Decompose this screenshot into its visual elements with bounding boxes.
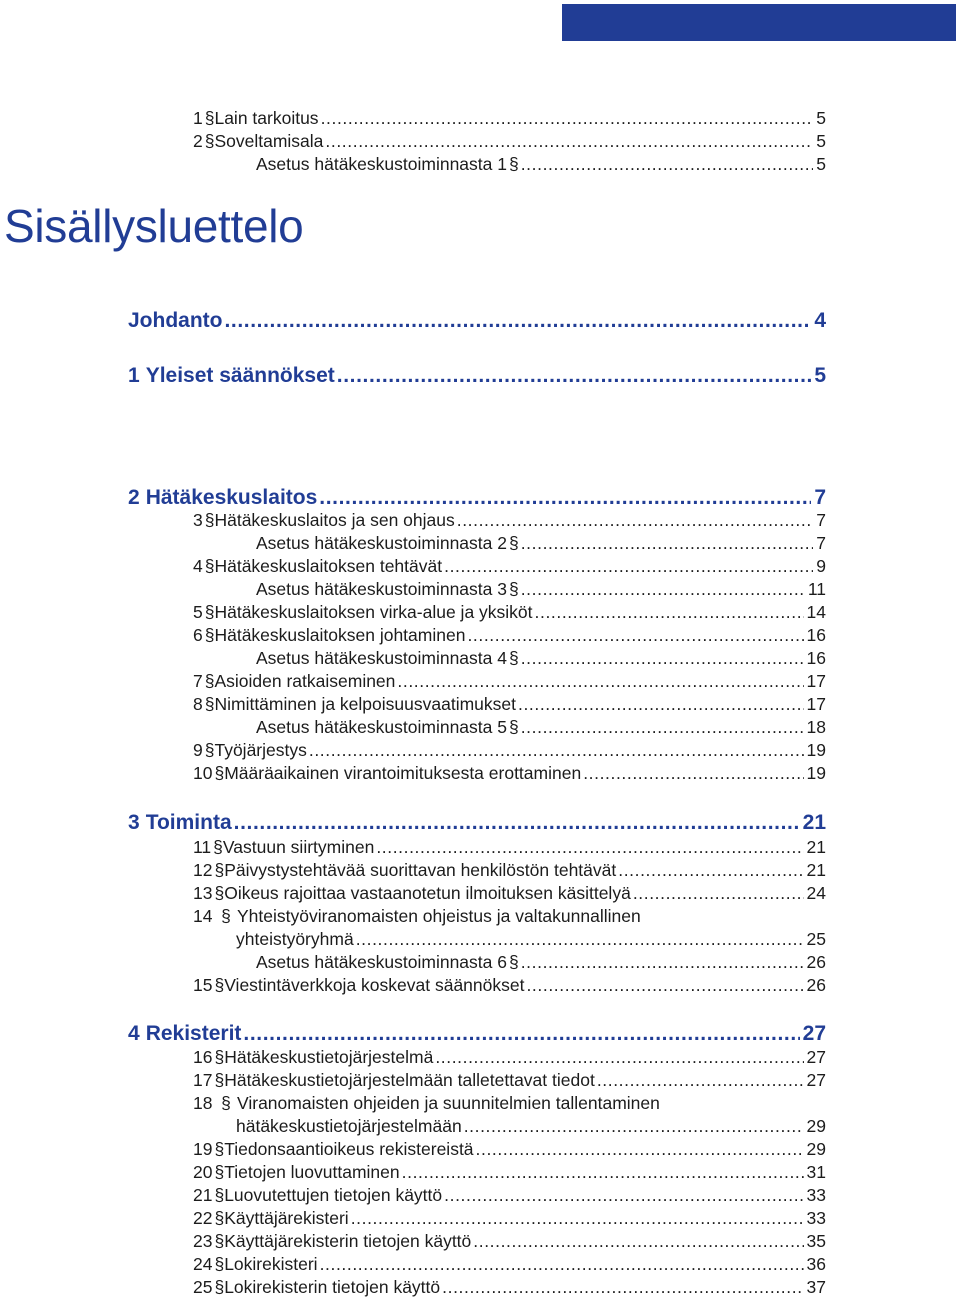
page-number: 31 xyxy=(806,1162,826,1182)
section-sign-icon: § xyxy=(508,952,519,972)
toc-section[interactable] xyxy=(128,809,826,837)
toc-entry[interactable] xyxy=(193,1253,826,1275)
section-number: 16 xyxy=(193,1047,213,1067)
toc-entry[interactable] xyxy=(236,1115,826,1137)
page-number: 33 xyxy=(806,1185,826,1205)
entry-title: Asetus hätäkeskustoiminnasta 3 xyxy=(256,579,507,599)
toc-entry[interactable] xyxy=(193,836,826,858)
entry-title: Asioiden ratkaiseminen xyxy=(214,671,396,691)
dot-leader xyxy=(225,307,812,335)
dot-leader xyxy=(521,716,804,738)
toc-entry[interactable] xyxy=(256,716,826,738)
entry-title: Hätäkeskuslaitoksen virka-alue ja yksiköt xyxy=(214,602,533,622)
section-sign-icon: § xyxy=(508,154,519,174)
page-number: 19 xyxy=(806,763,826,783)
dot-leader xyxy=(526,974,803,996)
page-number: 29 xyxy=(806,1116,826,1136)
dot-leader xyxy=(535,601,804,623)
toc-entry[interactable] xyxy=(256,532,826,554)
page-number: 17 xyxy=(806,671,826,691)
toc-entry[interactable] xyxy=(193,739,826,761)
section-number: 22 xyxy=(193,1208,213,1228)
dot-leader xyxy=(356,928,804,950)
dot-leader xyxy=(402,1161,804,1183)
toc-entry[interactable] xyxy=(193,882,826,904)
section-sign-icon: § xyxy=(214,763,225,783)
section-number: 23 xyxy=(193,1231,213,1251)
toc-entry[interactable] xyxy=(256,578,826,600)
entry-title: Käyttäjärekisterin tietojen käyttö xyxy=(224,1231,472,1251)
section-number: 15 xyxy=(193,975,213,995)
section-sign-icon: § xyxy=(204,625,215,645)
section-sign-icon: § xyxy=(221,1093,231,1113)
section-title: Hätäkeskuslaitos xyxy=(145,486,318,509)
toc-entry[interactable] xyxy=(193,859,826,881)
page-number: 21 xyxy=(806,837,826,857)
entry-title: hätäkeskustietojärjestelmään xyxy=(236,1116,462,1136)
page-number: 21 xyxy=(802,811,826,834)
entry-title: Vastuun siirtyminen xyxy=(222,837,375,857)
entry-title: Oikeus rajoittaa vastaanotetun ilmoituksen käsittelyä xyxy=(224,883,631,903)
section-sign-icon: § xyxy=(213,837,223,857)
entry-title: Lain tarkoitus xyxy=(214,108,319,128)
section-number: 3 xyxy=(193,510,203,530)
page-number: 26 xyxy=(806,975,826,995)
dot-leader xyxy=(521,532,814,554)
toc-entry[interactable] xyxy=(193,1184,826,1206)
page-number: 17 xyxy=(806,694,826,714)
section-number: 5 xyxy=(193,602,203,622)
entry-title: Asetus hätäkeskustoiminnasta 5 xyxy=(256,717,507,737)
dot-leader xyxy=(521,951,804,973)
section-number: 4 xyxy=(193,556,203,576)
section-number: 21 xyxy=(193,1185,213,1205)
page-number: 4 xyxy=(814,309,826,332)
section-sign-icon: § xyxy=(214,1047,225,1067)
page-number: 26 xyxy=(806,952,826,972)
dot-leader xyxy=(309,739,804,761)
dot-leader xyxy=(521,647,804,669)
section-sign-icon: § xyxy=(214,1139,225,1159)
dot-leader xyxy=(442,1276,803,1298)
section-title: Yleiset säännökset xyxy=(145,364,335,387)
section-number: 11 xyxy=(193,837,212,857)
toc-entry[interactable] xyxy=(193,1161,826,1183)
page-number: 35 xyxy=(806,1231,826,1251)
toc-entry[interactable] xyxy=(193,670,826,692)
entry-title: Tiedonsaantioikeus rekistereistä xyxy=(224,1139,474,1159)
toc-entry[interactable] xyxy=(193,555,826,577)
dot-leader xyxy=(473,1230,803,1252)
section-sign-icon: § xyxy=(214,975,225,995)
section-number: 6 xyxy=(193,625,203,645)
toc-entry[interactable] xyxy=(193,974,826,996)
page-number: 16 xyxy=(806,625,826,645)
chapter-number: 3 xyxy=(128,811,140,834)
dot-leader xyxy=(444,1184,803,1206)
section-number: 17 xyxy=(193,1070,213,1090)
entry-title: Asetus hätäkeskustoiminnasta 6 xyxy=(256,952,507,972)
section-number: 25 xyxy=(193,1277,213,1297)
section-sign-icon: § xyxy=(214,1070,225,1090)
toc-entry[interactable] xyxy=(193,509,826,531)
section-sign-icon: § xyxy=(204,510,215,530)
dot-leader xyxy=(243,1020,799,1048)
dot-leader xyxy=(435,1046,803,1068)
toc-entry[interactable] xyxy=(193,1276,826,1298)
entry-title: Asetus hätäkeskustoiminnasta 2 xyxy=(256,533,507,553)
section-sign-icon: § xyxy=(204,671,215,691)
entry-title: Luovutettujen tietojen käyttö xyxy=(224,1185,443,1205)
section-sign-icon: § xyxy=(508,579,519,599)
section-number: 20 xyxy=(193,1162,213,1182)
entry-title: Hätäkeskustietojärjestelmään talletettavat tiedot xyxy=(224,1070,595,1090)
toc-entry[interactable] xyxy=(193,905,826,927)
section-sign-icon: § xyxy=(214,1162,225,1182)
page-number: 7 xyxy=(816,510,826,530)
page-number: 7 xyxy=(816,533,826,553)
section-sign-icon: § xyxy=(508,533,519,553)
entry-title: Lokirekisteri xyxy=(224,1254,318,1274)
section-sign-icon: § xyxy=(214,883,225,903)
section-sign-icon: § xyxy=(508,717,519,737)
section-sign-icon: § xyxy=(221,906,231,926)
toc-entry[interactable] xyxy=(193,1092,826,1114)
toc-entry[interactable] xyxy=(193,130,826,152)
dot-leader xyxy=(476,1138,804,1160)
section-sign-icon: § xyxy=(204,602,215,622)
section-number: 12 xyxy=(193,860,213,880)
toc-section[interactable] xyxy=(128,307,826,335)
section-number: 7 xyxy=(193,671,203,691)
page-number: 5 xyxy=(814,364,826,387)
section-number: 2 xyxy=(193,131,203,151)
section-number: 10 xyxy=(193,763,213,783)
toc-entry[interactable] xyxy=(193,1069,826,1091)
dot-leader xyxy=(376,836,803,858)
toc-entry[interactable] xyxy=(256,951,826,973)
dot-leader xyxy=(457,509,814,531)
page-number: 19 xyxy=(806,740,826,760)
toc-section[interactable] xyxy=(128,1020,826,1048)
page-number: 24 xyxy=(806,883,826,903)
section-number: 14 xyxy=(193,906,213,926)
entry-title: Viestintäverkkoja koskevat säännökset xyxy=(224,975,525,995)
page-number: 29 xyxy=(806,1139,826,1159)
entry-title: Päivystystehtävää suorittavan henkilöstön tehtävät xyxy=(224,860,617,880)
section-number: 1 xyxy=(193,108,203,128)
entry-title: Määräaikainen virantoimituksesta erottaminen xyxy=(224,763,582,783)
toc-entry[interactable] xyxy=(236,928,826,950)
dot-leader xyxy=(444,555,813,577)
section-sign-icon: § xyxy=(214,1277,225,1297)
entry-title: Soveltamisala xyxy=(214,131,324,151)
dot-leader xyxy=(583,762,803,784)
toc-entry[interactable] xyxy=(193,693,826,715)
toc-entry[interactable] xyxy=(193,624,826,646)
section-number: 24 xyxy=(193,1254,213,1274)
page-number: 9 xyxy=(816,556,826,576)
dot-leader xyxy=(319,484,811,512)
toc-entry[interactable] xyxy=(193,107,826,129)
toc-entry[interactable] xyxy=(193,1207,826,1229)
toc-entry[interactable] xyxy=(193,1046,826,1068)
page-number: 25 xyxy=(806,929,826,949)
dot-leader xyxy=(467,624,803,646)
page-number: 14 xyxy=(806,602,826,622)
entry-title: Hätäkeskuslaitoksen johtaminen xyxy=(214,625,466,645)
entry-title: yhteistyöryhmä xyxy=(236,929,354,949)
page-number: 5 xyxy=(816,108,826,128)
toc-entry[interactable] xyxy=(193,762,826,784)
page-number: 27 xyxy=(806,1070,826,1090)
section-number: 19 xyxy=(193,1139,213,1159)
page-number: 18 xyxy=(806,717,826,737)
entry-title: Viranomaisten ohjeiden ja suunnitelmien tallentaminen xyxy=(237,1093,660,1113)
section-sign-icon: § xyxy=(204,694,215,714)
section-sign-icon: § xyxy=(214,860,225,880)
entry-title: Lokirekisterin tietojen käyttö xyxy=(224,1277,441,1297)
entry-title: Käyttäjärekisteri xyxy=(224,1208,349,1228)
page-title: Sisällysluettelo xyxy=(4,200,304,252)
page-number: 7 xyxy=(814,486,826,509)
entry-title: Nimittäminen ja kelpoisuusvaatimukset xyxy=(214,694,516,714)
dot-leader xyxy=(321,107,814,129)
dot-leader xyxy=(397,670,803,692)
entry-title: Työjärjestys xyxy=(214,740,307,760)
page-number: 5 xyxy=(816,154,826,174)
section-sign-icon: § xyxy=(508,648,519,668)
section-number: 9 xyxy=(193,740,203,760)
dot-leader xyxy=(464,1115,804,1137)
entry-title: Asetus hätäkeskustoiminnasta 4 xyxy=(256,648,507,668)
dot-leader xyxy=(351,1207,804,1229)
entry-title: Hätäkeskuslaitoksen tehtävät xyxy=(214,556,443,576)
entry-title: Yhteistyöviranomaisten ohjeistus ja valtakunnallinen xyxy=(237,906,641,926)
section-sign-icon: § xyxy=(204,131,215,151)
dot-leader xyxy=(337,362,812,390)
dot-leader xyxy=(633,882,804,904)
dot-leader xyxy=(234,809,800,837)
section-number: 8 xyxy=(193,694,203,714)
dot-leader xyxy=(521,578,805,600)
toc-entry[interactable] xyxy=(256,647,826,669)
toc-entry[interactable] xyxy=(256,153,826,175)
section-title: Johdanto xyxy=(128,309,223,332)
chapter-number: 2 xyxy=(128,486,140,509)
toc-section[interactable] xyxy=(128,362,826,390)
section-title: Rekisterit xyxy=(145,1022,242,1045)
dot-leader xyxy=(320,1253,804,1275)
page-number: 33 xyxy=(806,1208,826,1228)
toc-entry[interactable] xyxy=(193,601,826,623)
page-number: 21 xyxy=(806,860,826,880)
dot-leader xyxy=(618,859,803,881)
toc-section[interactable] xyxy=(128,484,826,512)
page-number: 27 xyxy=(806,1047,826,1067)
page-number: 27 xyxy=(802,1022,826,1045)
section-sign-icon: § xyxy=(214,1208,225,1228)
dot-leader xyxy=(521,153,814,175)
section-sign-icon: § xyxy=(214,1254,225,1274)
section-sign-icon: § xyxy=(214,1231,225,1251)
entry-title: Hätäkeskustietojärjestelmä xyxy=(224,1047,434,1067)
section-number: 13 xyxy=(193,883,213,903)
chapter-number: 4 xyxy=(128,1022,140,1045)
entry-title: Hätäkeskuslaitos ja sen ohjaus xyxy=(214,510,455,530)
page-number: 37 xyxy=(806,1277,826,1297)
entry-title: Tietojen luovuttaminen xyxy=(224,1162,400,1182)
page-number: 36 xyxy=(806,1254,826,1274)
section-title: Toiminta xyxy=(145,811,232,834)
section-sign-icon: § xyxy=(204,740,215,760)
dot-leader xyxy=(325,130,813,152)
section-sign-icon: § xyxy=(204,556,215,576)
page-number: 16 xyxy=(806,648,826,668)
page-number: 11 xyxy=(807,579,826,599)
entry-title: Asetus hätäkeskustoiminnasta 1 xyxy=(256,154,507,174)
section-sign-icon: § xyxy=(204,108,215,128)
toc-entry[interactable] xyxy=(193,1230,826,1252)
section-sign-icon: § xyxy=(214,1185,225,1205)
chapter-number: 1 xyxy=(128,364,140,387)
toc-entry[interactable] xyxy=(193,1138,826,1160)
dot-leader xyxy=(597,1069,804,1091)
dot-leader xyxy=(518,693,804,715)
section-number: 18 xyxy=(193,1093,213,1113)
page-number: 5 xyxy=(816,131,826,151)
